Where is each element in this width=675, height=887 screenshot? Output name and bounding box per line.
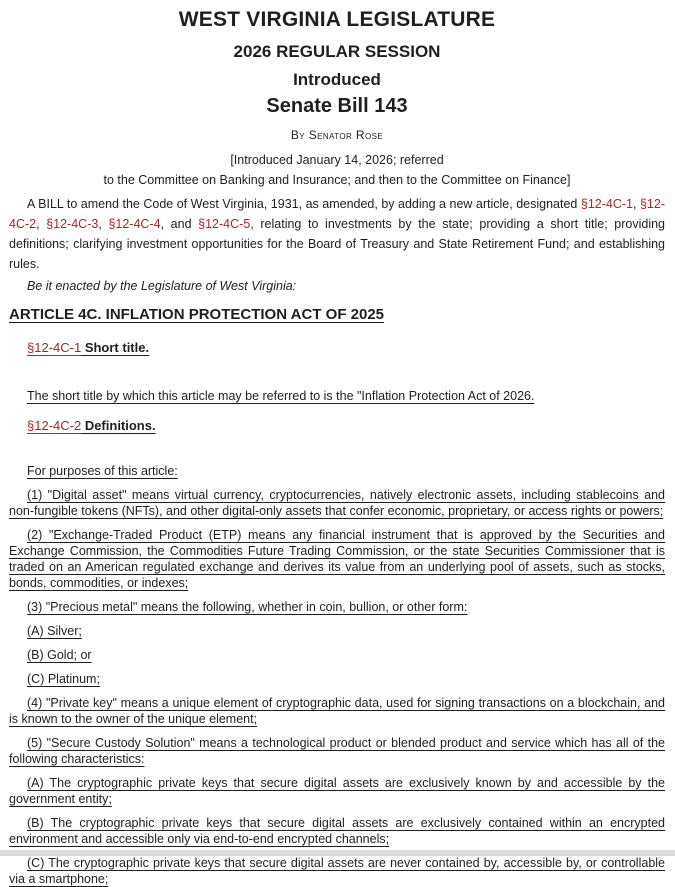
section-ref-2: §12-4C-2 xyxy=(9,197,665,231)
referral-line-1: [Introduced January 14, 2026; referred xyxy=(230,153,444,167)
bill-summary-text: , relating to investments by the state; providing a short title; providing definitions; clarifying investment opportunities for the Board of Treasury and State Retirement Fund; and establishing rules. xyxy=(9,217,666,271)
definition-paragraph-5c: (C) The cryptographic private keys that secure digital assets are never contained by, accessible by, or controllable via a smartphone; xyxy=(9,856,665,886)
definition-paragraph-5b: (B) The cryptographic private keys that secure digital assets are exclusively contained within an encrypted environment and accessible only via end-to-end encrypted channels; xyxy=(9,816,665,846)
separator: , xyxy=(36,217,47,231)
section-1-title: Short title. xyxy=(81,340,150,355)
session-title: 2026 REGULAR SESSION xyxy=(233,42,441,61)
definitions-intro: For purposes of this article: xyxy=(27,464,178,478)
bill-summary xyxy=(9,194,665,274)
section-ref-5: §12-4C-5 xyxy=(198,217,251,231)
definition-paragraph-3c: (C) Platinum; xyxy=(27,672,100,686)
definition-paragraph-3b: (B) Gold; or xyxy=(27,648,92,662)
section-ref-1: §12-4C-1 xyxy=(580,197,633,211)
enacting-clause: Be it enacted by the Legislature of West Virginia: xyxy=(27,279,297,293)
section-1-heading xyxy=(27,340,665,356)
separator: , xyxy=(98,217,109,231)
bottom-edge-shadow xyxy=(0,850,675,856)
separator: , and xyxy=(160,217,199,231)
section-1-ref: §12-4C-1 xyxy=(27,340,82,355)
legislature-title: WEST VIRGINIA LEGISLATURE xyxy=(178,8,496,31)
definition-paragraph-5: (5) "Secure Custody Solution" means a technological product or blended product and service which has all of the following characteristics: xyxy=(9,736,665,766)
section-2-title: Definitions. xyxy=(81,418,156,433)
article-heading: ARTICLE 4C. INFLATION PROTECTION ACT OF 2025 xyxy=(9,306,385,323)
section-ref-4: §12-4C-4 xyxy=(108,217,161,231)
separator: , xyxy=(633,197,640,211)
bill-status: Introduced xyxy=(293,70,381,89)
bill-summary-text: A BILL to amend the Code of West Virginia, 1931, as amended, by adding a new article, designated xyxy=(27,197,581,211)
sponsor-line: By Senator Rose xyxy=(290,128,384,142)
definition-paragraph-3: (3) "Precious metal" means the following, whether in coin, bullion, or other form: xyxy=(27,600,468,614)
section-2-ref: §12-4C-2 xyxy=(27,418,82,433)
definition-paragraph-1: (1) "Digital asset" means virtual currency, cryptocurrencies, natively electronic assets, including stablecoins and non-fungible tokens (NFTs), and other digital-only assets that confer economic, proprietary, or access rights or powers; xyxy=(9,488,665,518)
definition-paragraph-3a: (A) Silver; xyxy=(27,624,82,638)
referral-note xyxy=(9,150,665,190)
section-ref-3: §12-4C-3 xyxy=(46,217,99,231)
short-title-text: The short title by which this article may be referred to is the "Inflation Protection Act of 2026. xyxy=(27,389,535,403)
definition-paragraph-2: (2) "Exchange-Traded Product (ETP) means any financial instrument that is approved by the Securities and Exchange Commission, the Commodities Future Trading Commission, or the state Securities Commissioner that is traded on an American regulated exchange and derives its value from an underlying pool of assets, such as stocks, bonds, commodities, or indexes; xyxy=(9,528,665,590)
referral-line-2: to the Committee on Banking and Insurance; and then to the Committee on Finance] xyxy=(103,173,571,187)
definition-paragraph-5a: (A) The cryptographic private keys that secure digital assets are exclusively known by and accessible by the government entity; xyxy=(9,776,665,806)
definition-paragraph-4: (4) "Private key" means a unique element of cryptographic data, used for signing transactions on a blockchain, and is known to the owner of the unique element; xyxy=(9,696,665,726)
bill-number: Senate Bill 143 xyxy=(266,95,408,117)
section-2-heading xyxy=(27,418,665,434)
